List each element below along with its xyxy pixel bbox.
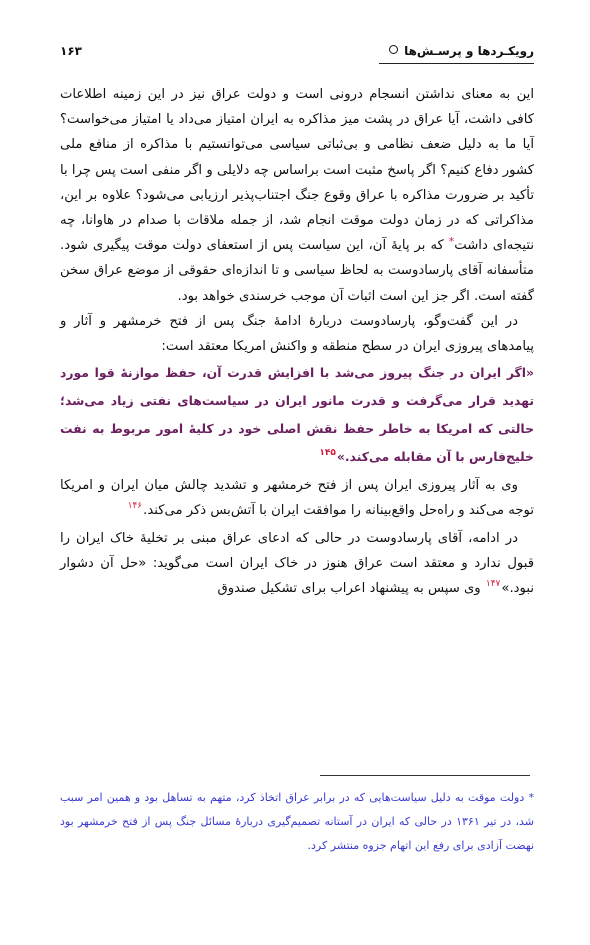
paragraph-1 [60, 82, 534, 309]
header-rule [379, 63, 534, 64]
block-quote-text: «اگر ایران در جنگ پیروز می‌شد با افزایش قدرت آن، حفظ موازنهٔ قوا مورد تهدید قرار می‌گرفت و قدرت مانور ایران در سیاست‌های نفتی زیاد می‌شد؛ حالتی که امریکا به خاطر حفظ نقش اصلی خود در کلیهٔ امور مربوط به نفت خلیج‌فارس با آن مقابله می‌کند.» [60, 365, 534, 465]
circle-bullet-icon [389, 45, 398, 54]
page-header [60, 44, 534, 70]
footnote-text: دولت موقت به دلیل سیاست‌هایی که در برابر عراق اتخاذ کرد، متهم به تساهل بود و همین امر سبب شد، در تیر ۱۳۶۱ در حالی که ایران در آستانه تصمیم‌گیری دربارهٔ مسائل جنگ پس از فتح خرمشهر بود نهضت آزادی برای رفع این اتهام جزوه منتشر کرد. [60, 791, 534, 852]
block-quote [60, 359, 534, 473]
reference-145[interactable]: ۱۴۵ [319, 448, 336, 459]
paragraph-3 [60, 473, 534, 525]
paragraph-3-text: وی به آثار پیروزی ایران پس از فتح خرمشهر و تشدید چالش میان ایران و امریکا توجه می‌کند و راه‌حل واقع‌بینانه را موافقت ایران با آتش‌بس ذکر می‌کند. [60, 478, 534, 519]
running-title [389, 44, 534, 58]
running-title-text: رویکـردها و پرسـش‌ها [404, 44, 534, 58]
paragraph-1-text-b: که بر پایهٔ آن، این سیاست پس از استعفای دولت موقت پیگیری شود. متأسفانه آقای پارسادوست به لحاظ سیاسی و تا اندازه‌ای حقوقی از موضع عراق سخن گفته است. اگر جز این است اثبات آن موجب خرسندی خواهد بود. [60, 238, 534, 304]
body-text [60, 82, 534, 603]
footnote [60, 786, 534, 858]
footnote-mark-label: * [528, 791, 534, 804]
footnote-rule [320, 775, 530, 776]
paragraph-4 [60, 526, 534, 604]
paragraph-4-text-b: وی سپس به پیشنهاد اعراب برای تشکیل صندوق [217, 581, 485, 597]
reference-146[interactable]: ۱۴۶ [127, 501, 143, 512]
paragraph-2: در این گفت‌وگو، پارسادوست دربارهٔ ادامهٔ جنگ پس از فتح خرمشهر و آثار و پیامدهای پیروزی ایران در سطح منطقه و واکنش امریکا معتقد است: [60, 313, 534, 355]
paragraph-1-text-a: این به معنای نداشتن انسجام درونی است و دولت عراق نیز در این زمینه اطلاعات کافی داشت، آیا عراق در پشت میز مذاکره به ایران امتیاز می‌داد یا امتیاز می‌خواست؟ آیا ما به دلیل ضعف نظامی و بی‌ثباتی سیاسی می‌توانستیم با مذاکره از منافع ملی کشور دفاع کنیم؟ اگر پاسخ مثبت است براساس چه دلایلی و اگر منفی است پس چرا با تأکید بر ضرورت مذاکره با عراق وقوع جنگ اجتناب‌پذیر ارزیابی می‌شود؟ علاوه بر این، مذاکراتی که در زمان دولت موقت انجام شد، از جمله ملاقات با صدام در هاوانا، چه نتیجه‌ای داشت [60, 87, 534, 254]
paragraph-4-text-a: در ادامه، آقای پارسادوست در حالی که ادعای عراق مبنی بر تخلیهٔ خاک ایران را قبول ندارد و معتقد است عراق هنوز در خاک ایران است می‌گوید: «حل آن دشوار نبود.» [60, 530, 534, 597]
page-number: ۱۶۳ [60, 44, 82, 58]
reference-147[interactable]: ۱۴۷ [485, 579, 501, 590]
footnote-mark[interactable]: * [448, 235, 455, 249]
